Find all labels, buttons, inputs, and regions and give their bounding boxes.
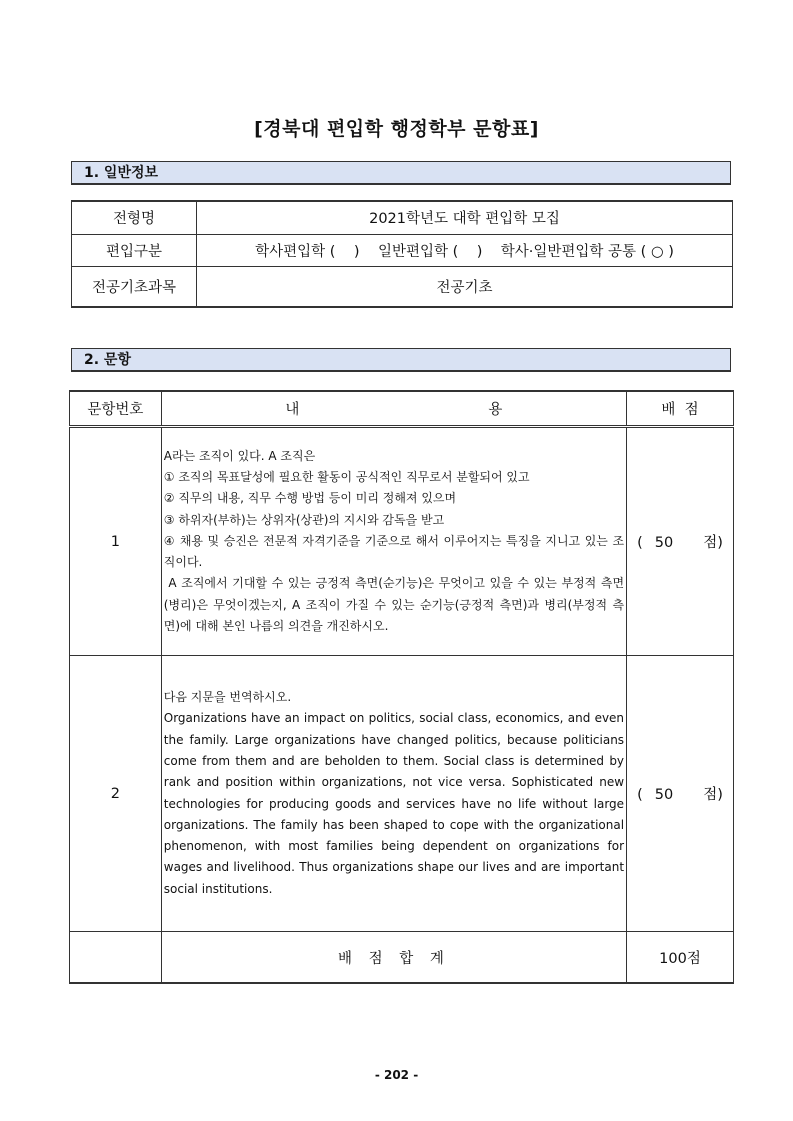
general-info-table <box>71 200 733 308</box>
page-number: - 202 - <box>374 1068 419 1082</box>
question-1-score-open: ( <box>637 535 643 551</box>
question-2-line: 다음 지문을 번역하시오. <box>163 690 292 705</box>
question-1-number: 1 <box>70 427 162 656</box>
info-label-subject: 전공기초과목 <box>72 266 197 307</box>
question-1-score-unit: 점) <box>703 535 723 551</box>
total-label: 배 점 합 계 <box>161 932 626 984</box>
info-value-admission: 2021학년도 대학 편입학 모집 <box>197 201 733 234</box>
question-row-2 <box>70 656 734 932</box>
info-label-admission: 전형명 <box>72 201 197 234</box>
section-questions-heading: 2. 문항 <box>71 348 731 372</box>
header-number: 문항번호 <box>70 391 162 427</box>
question-2-score <box>627 656 734 932</box>
question-2-score-unit: 점) <box>703 787 723 803</box>
total-empty-cell <box>70 932 162 984</box>
question-2-score-value: 50 <box>654 787 674 803</box>
question-1-line: ① 조직의 목표달성에 필요한 활동이 공식적인 직무로서 분할되어 있고 <box>163 469 530 484</box>
info-row-admission <box>72 201 733 234</box>
question-1-score <box>627 427 734 656</box>
document-title: [경북대 편입학 행정학부 문항표] <box>254 118 539 140</box>
total-value: 100점 <box>627 932 734 984</box>
question-1-line: ② 직무의 내용, 직무 수행 방법 등이 미리 정해져 있으며 <box>163 491 457 506</box>
question-2-line: Organizations have an impact on politics, social class, economics, and even the family. Large organizations have changed politics, because politicians come from them and are beholden to them. Social class is determined by rank and position within organizations, not vice versa. Sophisticated new technologies for producing goods and services have no life without large organizations. The family has been shaped to cope with the organizational phenomenon, with most families being dependent on organizations for wages and livelihood. Thus organizations shape our lives and are important social institutions. <box>163 711 625 896</box>
question-1-line: A라는 조직이 있다. A 조직은 <box>163 448 316 463</box>
questions-header-row <box>70 391 734 427</box>
question-row-1 <box>70 427 734 656</box>
info-value-transfer-type: 학사편입학 ( ) 일반편입학 ( ) 학사·일반편입학 공통 ( ○ ) <box>197 234 733 266</box>
question-2-number: 2 <box>70 656 162 932</box>
info-row-transfer-type <box>72 234 733 266</box>
info-value-subject: 전공기초 <box>197 266 733 307</box>
question-1-score-value: 50 <box>654 535 674 551</box>
info-row-subject <box>72 266 733 307</box>
header-content: 내 용 <box>161 391 626 427</box>
question-2-content <box>161 656 626 932</box>
question-1-line: A 조직에서 기대할 수 있는 긍정적 측면(순기능)은 무엇이고 있을 수 있는 부정적 측면(병리)은 무엇이겠는지, A 조직이 가질 수 있는 순기능(긍정적 측면)과 병리(부정적 측면)에 대해 본인 나름의 의견을 개진하시오. <box>163 576 625 634</box>
question-1-line: ④ 채용 및 승진은 전문적 자격기준을 기준으로 해서 이루어지는 특징을 지니고 있는 조직이다. <box>163 533 625 570</box>
question-1-line: ③ 하위자(부하)는 상위자(상관)의 지시와 감독을 받고 <box>163 512 445 527</box>
header-score: 배 점 <box>627 391 734 427</box>
questions-table <box>69 390 734 984</box>
question-1-content <box>161 427 626 656</box>
section-general-info-heading: 1. 일반정보 <box>71 161 731 185</box>
info-label-transfer-type: 편입구분 <box>72 234 197 266</box>
question-2-score-open: ( <box>637 787 643 803</box>
total-row <box>70 932 734 984</box>
